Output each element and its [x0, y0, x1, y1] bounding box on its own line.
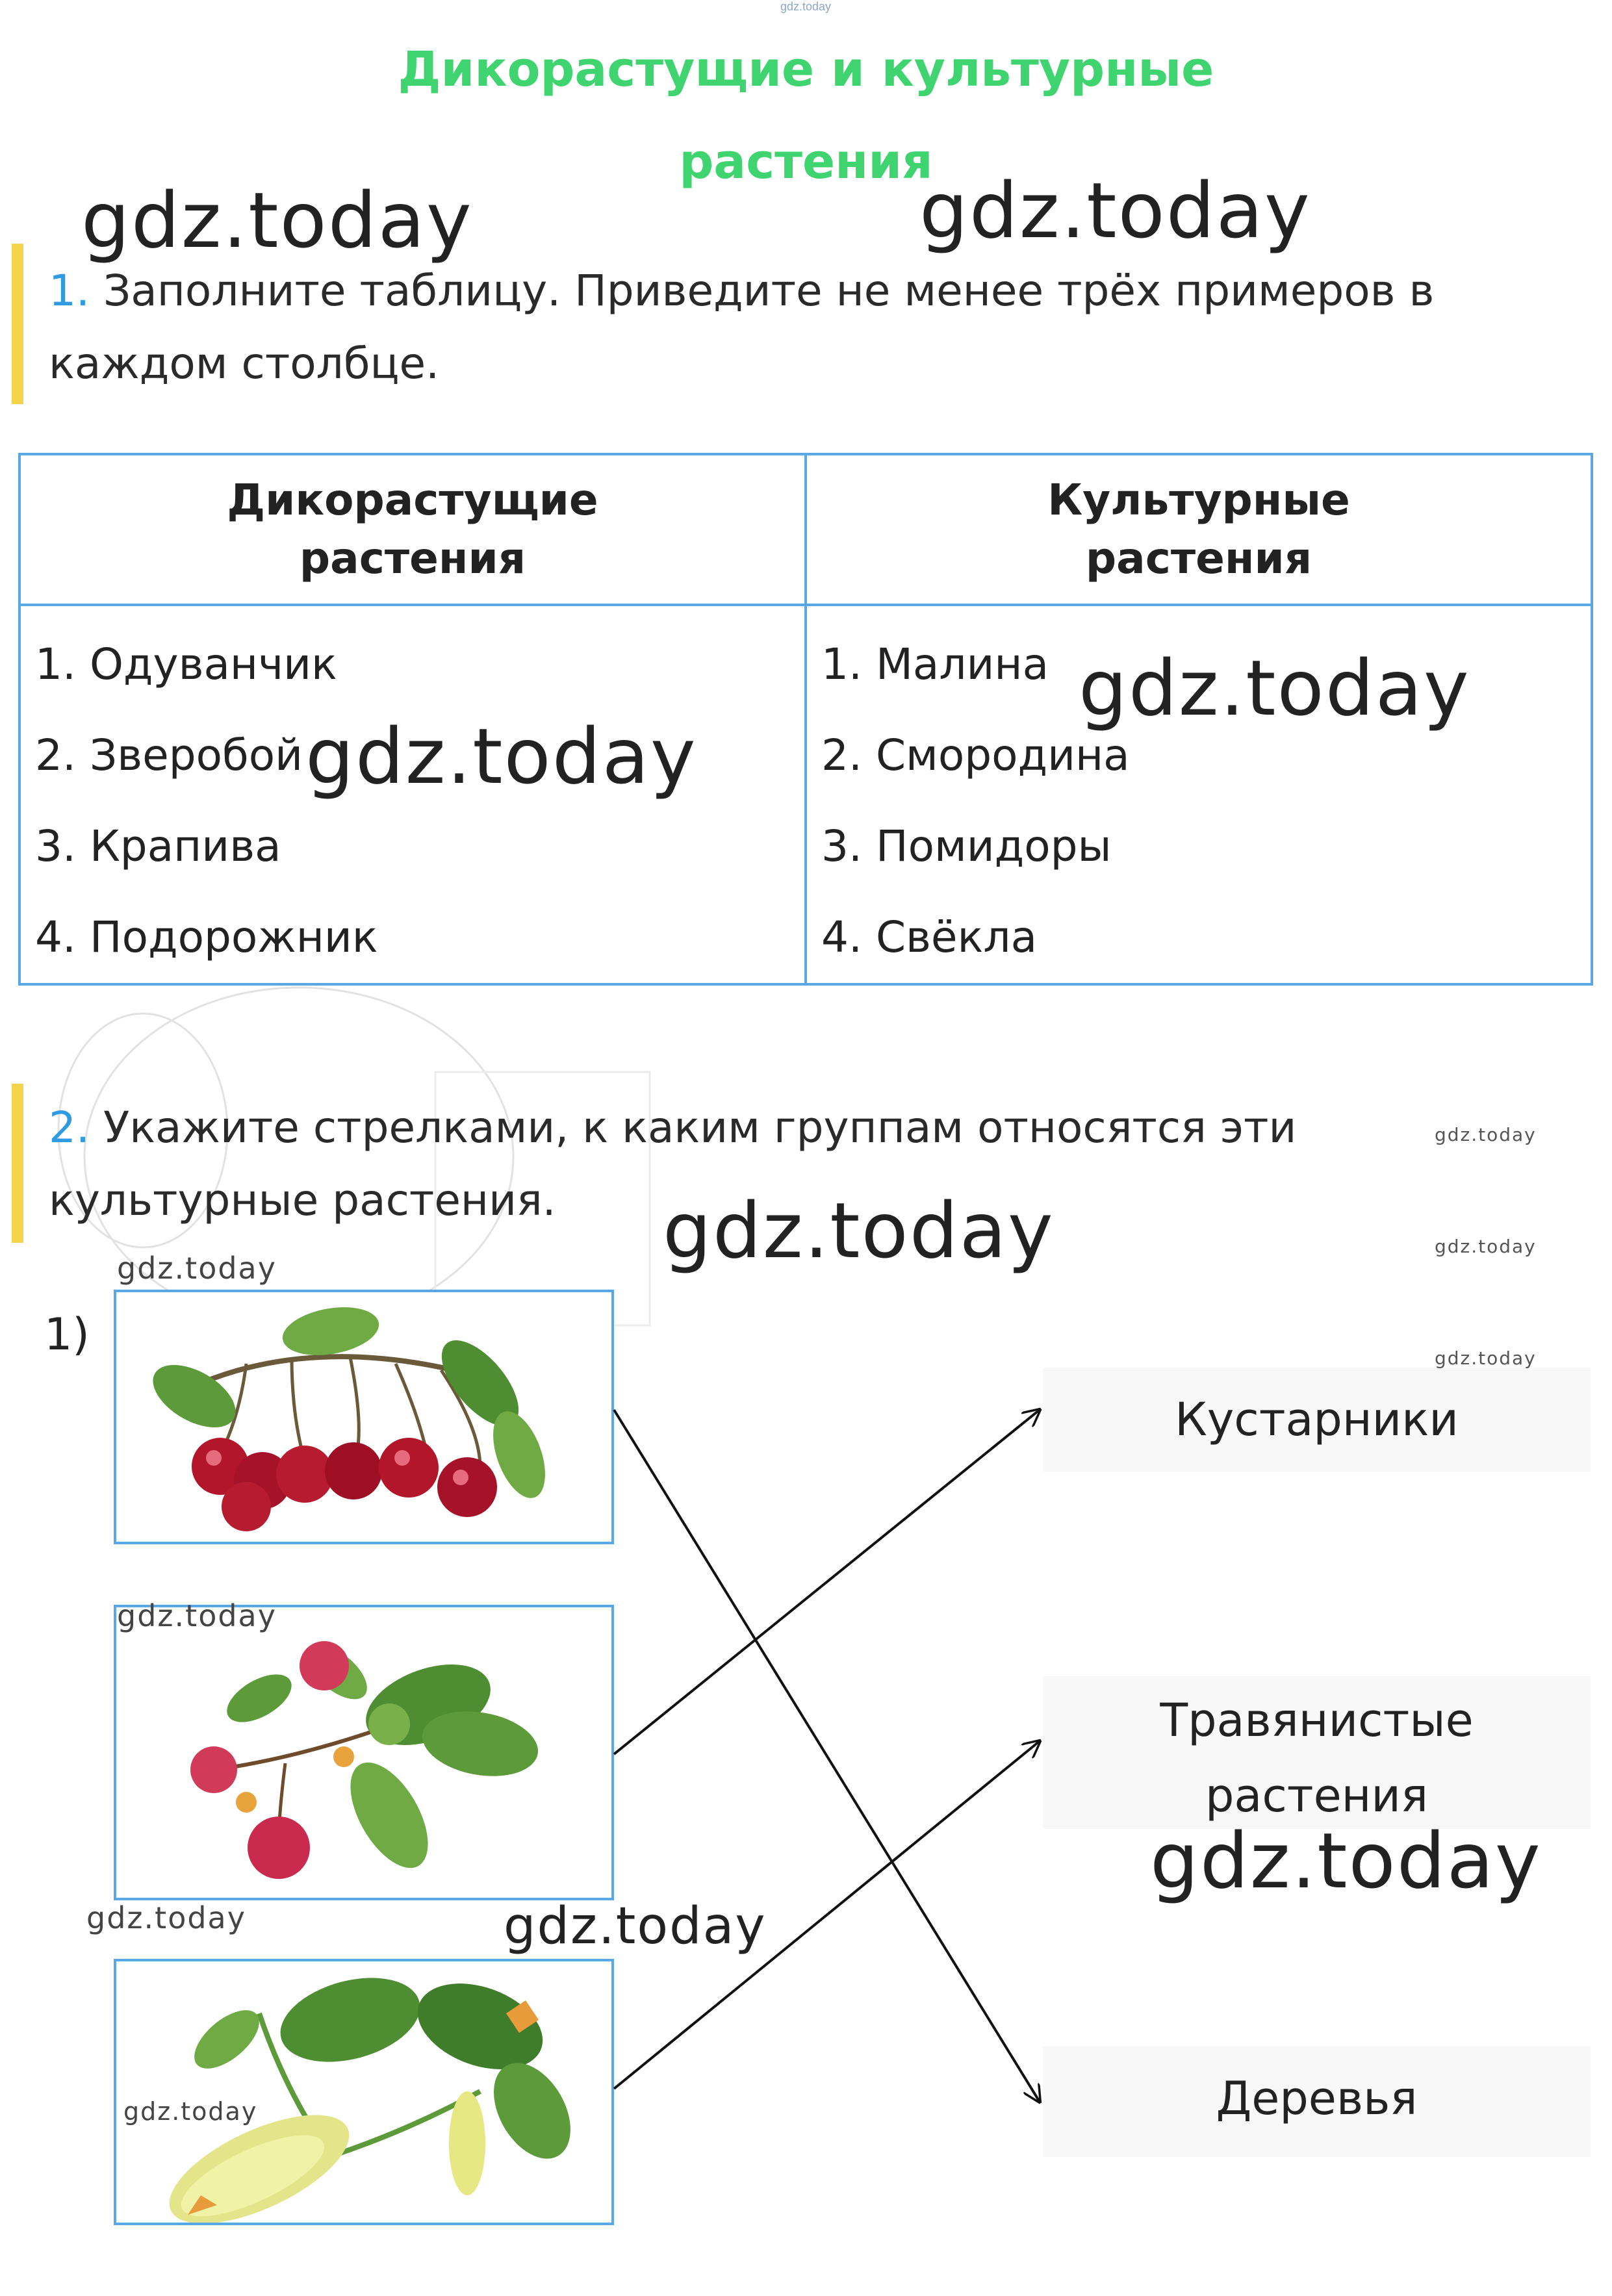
page-title-line2: растения	[679, 134, 933, 190]
watermark-text: gdz.today	[1435, 1347, 1537, 1369]
task1-text-line1: Заполните таблицу. Приведите не менее трёх примеров в	[103, 266, 1435, 316]
category-herbs-label-line2: растения	[1205, 1769, 1429, 1822]
watermark-text: gdz.today	[86, 1900, 246, 1935]
task2-number: 2.	[49, 1103, 90, 1153]
category-herbs-label-line1: Травянистые	[1160, 1694, 1474, 1747]
wild-header-line2: растения	[299, 533, 526, 583]
watermark-text: gdz.today	[504, 1897, 767, 1956]
arrow-cherry-to-trees	[614, 1410, 1040, 2102]
watermark-text: gdz.today	[305, 711, 697, 801]
watermark-text: gdz.today	[919, 166, 1311, 255]
watermark-text: gdz.today	[1150, 1816, 1542, 1906]
arrow-raspberry-to-shrubs	[614, 1410, 1040, 1754]
wild-plant-item: 4. Подорожник	[35, 912, 378, 962]
cultivated-plant-item: 2. Смородина	[821, 730, 1130, 780]
wild-header-line1: Дикорастущие	[227, 475, 598, 525]
cultivated-header-line1: Культурные	[1047, 475, 1350, 525]
category-shrubs-label: Кустарники	[1175, 1393, 1459, 1446]
cultivated-plant-item: 1. Малина	[821, 639, 1049, 689]
task2-text-line2: культурные растения.	[49, 1175, 556, 1225]
task1-text-line2: каждом столбце.	[49, 338, 440, 389]
task2-text-line1: Укажите стрелками, к каким группам относятся эти	[103, 1103, 1297, 1153]
page-title-line1: Дикорастущие и культурные	[398, 42, 1214, 97]
cultivated-header-line2: растения	[1085, 533, 1312, 583]
watermark-text: gdz.today	[117, 1251, 277, 1286]
wild-plant-item: 1. Одуванчик	[35, 639, 337, 689]
wild-plant-item: 3. Крапива	[35, 821, 281, 871]
watermark-text: gdz.today	[1435, 1124, 1537, 1145]
item-index: 1)	[44, 1309, 90, 1360]
watermark-text: gdz.today	[1079, 643, 1470, 733]
watermark-text: gdz.today	[117, 1598, 277, 1633]
task1-number: 1.	[49, 266, 90, 316]
top-watermark: gdz.today	[780, 0, 832, 13]
watermark-text: gdz.today	[81, 175, 473, 265]
watermark-text: gdz.today	[1435, 1236, 1537, 1257]
cultivated-plant-item: 3. Помидоры	[821, 821, 1112, 871]
category-trees-label: Деревья	[1216, 2072, 1418, 2125]
wild-plant-item: 2. Зверобой	[35, 730, 303, 780]
cultivated-plant-item: 4. Свёкла	[821, 912, 1038, 962]
watermark-text: gdz.today	[663, 1186, 1055, 1275]
watermark-text: gdz.today	[123, 2097, 258, 2126]
